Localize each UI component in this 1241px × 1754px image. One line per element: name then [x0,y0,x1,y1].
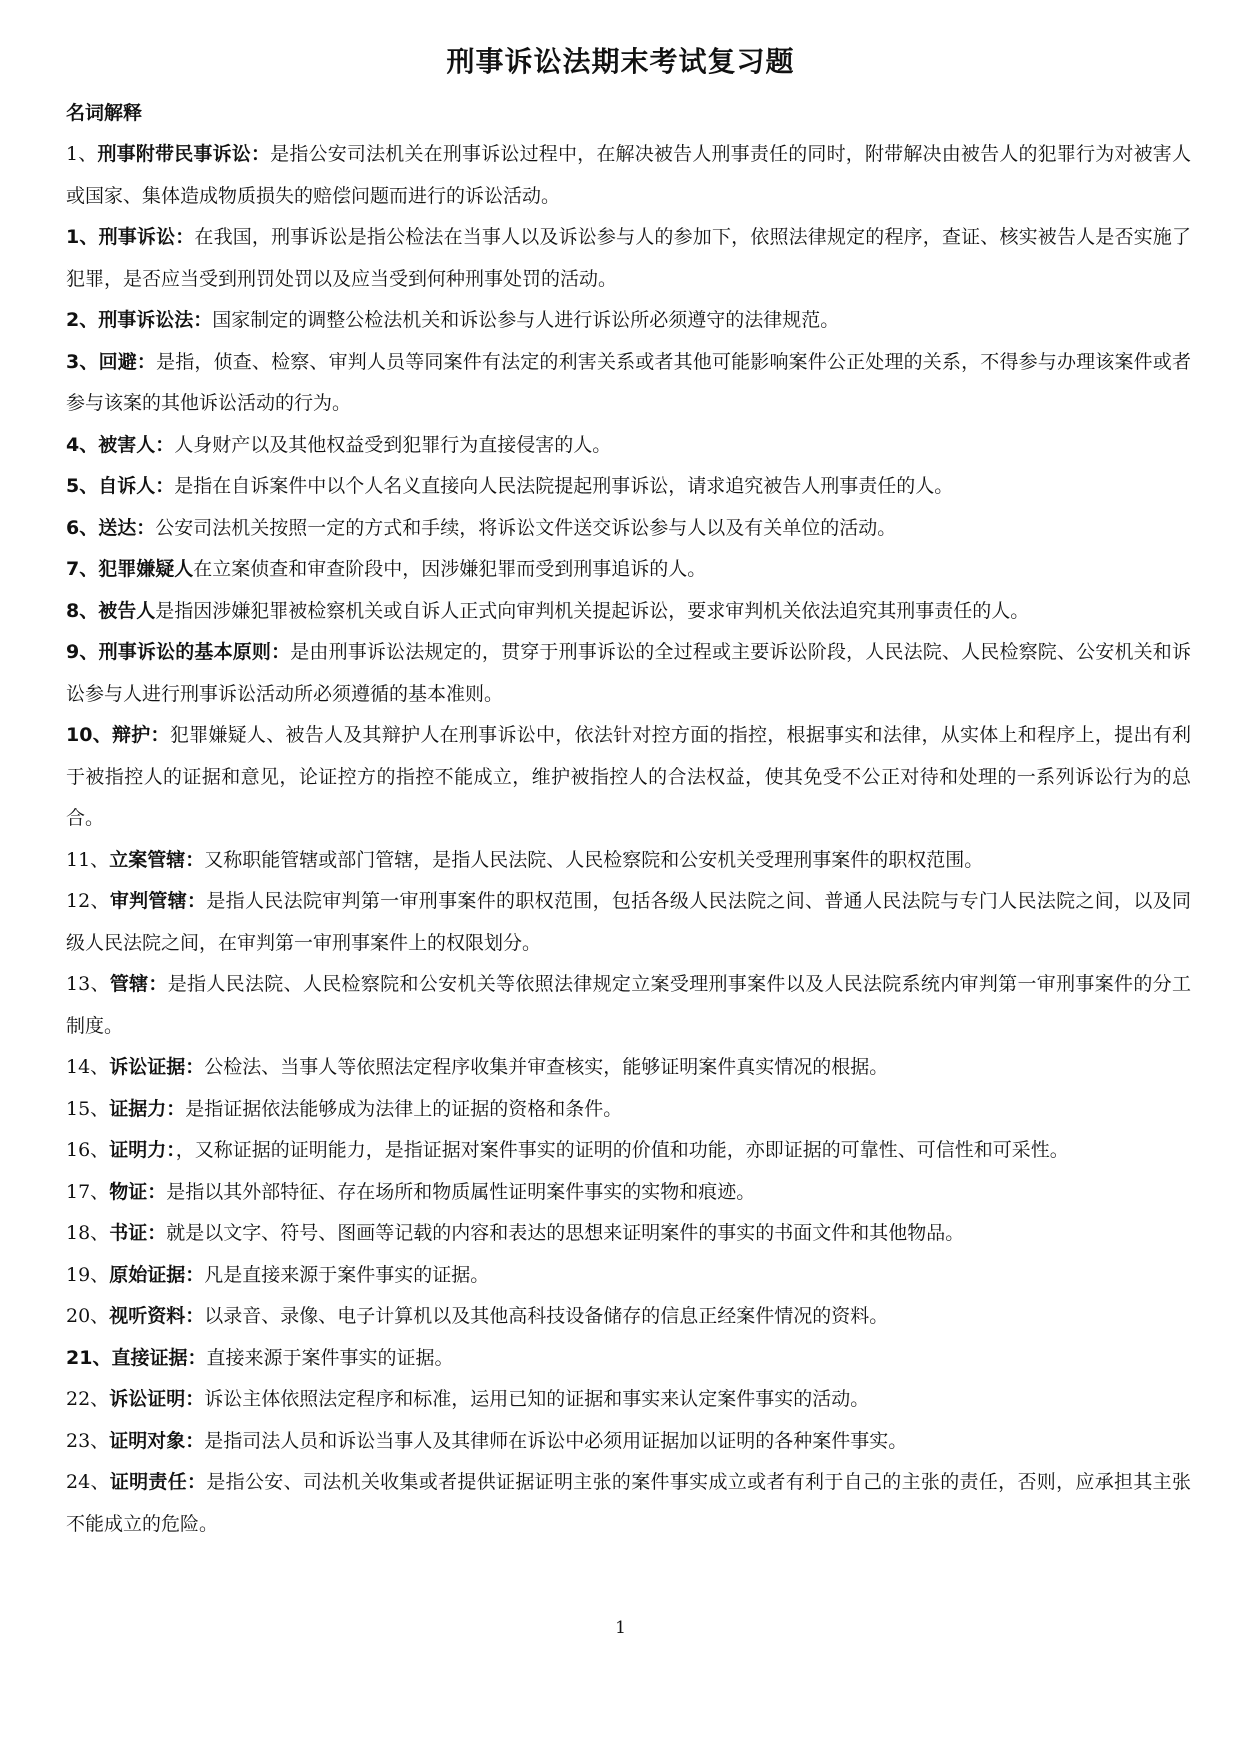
entry-number: 4、 [66,433,99,456]
definition-entry [66,342,1191,425]
entry-number: 7、 [66,558,99,580]
entry-definition: 是指证据依法能够成为法律上的证据的资格和条件。 [185,1097,623,1120]
entry-term: 视听资料： [109,1305,205,1327]
entry-number: 1、 [66,143,98,165]
entry-number: 15、 [66,1097,110,1120]
entry-term: 刑事附带民事诉讼： [97,143,271,165]
page-title: 刑事诉讼法期末考试复习题 [446,45,795,78]
definition-entry [66,1338,1191,1380]
entry-term: 立案管辖： [109,848,205,871]
entry-number: 11、 [66,848,110,871]
section-heading: 名词解释 [66,102,143,124]
entry-definition: 就是以文字、符号、图画等记载的内容和表达的思想来证明案件的事实的书面文件和其他物品。 [166,1222,965,1244]
entry-definition: 公安司法机关按照一定的方式和手续，将诉讼文件送交诉讼参与人以及有关单位的活动。 [155,516,897,539]
definition-list [66,134,1191,1545]
entry-definition: 以录音、录像、电子计算机以及其他高科技设备储存的信息正经案件情况的资料。 [204,1305,889,1327]
entry-definition: 是由刑事诉讼法规定的，贯穿于刑事诉讼的全过程或主要诉讼阶段，人民法院、人民检察院、公安机关和诉讼参与人进行刑事诉讼活动所必须遵循的基本准则。 [66,641,1191,705]
definition-entry [66,300,1191,342]
definition-entry [66,1421,1191,1463]
definition-entry [66,217,1191,300]
entry-term: 刑事诉讼法： [98,309,213,331]
entry-definition: 是指因涉嫌犯罪被检察机关或自诉人正式向审判机关提起诉讼，要求审判机关依法追究其刑事责任的人。 [155,599,1030,622]
entry-term: 审判管辖： [109,890,207,912]
entry-definition: 又称职能管辖或部门管辖，是指人民法院、人民检察院和公安机关受理刑事案件的职权范围。 [204,848,984,871]
entry-term: 刑事诉讼： [98,226,195,248]
entry-term: 证据力： [109,1097,186,1120]
entry-definition: 是指公安司法机关在刑事诉讼过程中，在解决被告人刑事责任的同时，附带解决由被告人的犯罪行为对被害人或国家、集体造成物质损失的赔偿问题而进行的诉讼活动。 [66,143,1191,207]
entry-definition: 诉讼主体依照法定程序和标准，运用已知的证据和事实来认定案件事实的活动。 [204,1388,870,1410]
entry-number: 20、 [66,1305,110,1327]
definition-entry [66,840,1191,882]
definition-entry [66,1296,1191,1338]
entry-number: 18、 [66,1222,110,1244]
definition-entry [66,508,1191,550]
entry-definition: 是指以其外部特征、存在场所和物质属性证明案件事实的实物和痕迹。 [166,1180,756,1203]
entry-term: 被告人 [98,599,156,622]
entry-definition: 是指公安、司法机关收集或者提供证据证明主张的案件事实成立或者有利于自己的主张的责任，否则，应承担其主张不能成立的危险。 [66,1471,1191,1535]
definition-entry [66,1255,1191,1297]
entry-definition: 是指司法人员和诉讼当事人及其律师在诉讼中必须用证据加以证明的各种案件事实。 [204,1429,908,1452]
entry-term: 犯罪嫌疑人 [98,558,194,580]
entry-number: 14、 [66,1056,110,1078]
entry-term: 书证： [109,1222,167,1244]
entry-number: 2、 [66,309,99,331]
entry-definition: 在我国，刑事诉讼是指公检法在当事人以及诉讼参与人的参加下，依照法律规定的程序，查证、核实被告人是否实施了犯罪，是否应当受到刑罚处罚以及应当受到何种刑事处罚的活动。 [66,226,1191,290]
entry-term: 直接证据： [111,1346,207,1369]
entry-number: 9、 [66,641,99,663]
entry-number: 10、 [66,724,112,746]
definition-entry [66,1089,1191,1131]
entry-number: 13、 [66,973,110,995]
entry-term: 刑事诉讼的基本原则： [98,641,291,663]
definition-entry [66,1047,1191,1089]
entry-number: 19、 [66,1263,110,1286]
entry-number: 22、 [66,1388,110,1410]
definition-entry [66,425,1191,467]
definition-entry [66,715,1191,840]
entry-number: 17、 [66,1180,110,1203]
entry-definition: 在立案侦查和审查阶段中，因涉嫌犯罪而受到刑事追诉的人。 [193,558,707,580]
entry-definition: 是指人民法院、人民检察院和公安机关等依照法律规定立案受理刑事案件以及人民法院系统内审判第一审刑事案件的分工制度。 [66,973,1191,1037]
entry-definition: 是指在自诉案件中以个人名义直接向人民法院提起刑事诉讼，请求追究被告人刑事责任的人。 [174,475,954,497]
entry-number: 6、 [66,516,99,539]
definition-entry [66,881,1191,964]
entry-term: 辩护： [112,724,170,746]
definition-entry [66,1213,1191,1255]
entry-term: 原始证据： [109,1263,205,1286]
entry-term: 证明对象： [109,1429,205,1452]
entry-term: 诉讼证据： [109,1056,205,1078]
entry-number: 23、 [66,1429,110,1452]
entry-definition: 国家制定的调整公检法机关和诉讼参与人进行诉讼所必须遵守的法律规范。 [212,309,840,331]
entry-number: 12、 [66,890,110,912]
definition-entry [66,591,1191,633]
entry-number: 21、 [66,1346,112,1369]
definition-entry [66,1130,1191,1172]
definition-entry [66,549,1191,591]
entry-term: 证明力： [109,1139,176,1161]
entry-term: 被害人： [98,433,175,456]
entry-number: 24、 [66,1471,110,1493]
entry-definition: 公检法、当事人等依照法定程序收集并审查核实，能够证明案件真实情况的根据。 [204,1056,889,1078]
entry-definition: ，又称证据的证明能力，是指证据对案件事实的证明的价值和功能，亦即证据的可靠性、可信性和可采性。 [175,1139,1069,1161]
entry-term: 诉讼证明： [109,1388,205,1410]
definition-entry [66,1462,1191,1545]
entry-definition: 直接来源于案件事实的证据。 [206,1346,454,1369]
entry-number: 16、 [66,1139,110,1161]
entry-number: 1、 [66,226,99,248]
entry-term: 管辖： [109,973,168,995]
entry-definition: 犯罪嫌疑人、被告人及其辩护人在刑事诉讼中，依法针对控方面的指控，根据事实和法律，从实体上和程序上，提出有利于被指控人的证据和意见，论证控方的指控不能成立，维护被指控人的合法权益，使其免受不公正对待和处理的一系列诉讼行为的总合。 [66,724,1191,829]
entry-definition: 是指人民法院审判第一审刑事案件的职权范围，包括各级人民法院之间、普通人民法院与专门人民法院之间，以及同级人民法院之间，在审判第一审刑事案件上的权限划分。 [66,890,1191,954]
entry-term: 物证： [109,1180,167,1203]
entry-term: 送达： [98,516,156,539]
entry-number: 5、 [66,475,99,497]
entry-number: 3、 [66,350,99,373]
entry-definition: 是指，侦查、检察、审判人员等同案件有法定的利害关系或者其他可能影响案件公正处理的关系，不得参与办理该案件或者参与该案的其他诉讼活动的行为。 [66,350,1191,414]
definition-entry [66,1172,1191,1214]
entry-definition: 人身财产以及其他权益受到犯罪行为直接侵害的人。 [174,433,612,456]
entry-number: 8、 [66,599,99,622]
definition-entry [66,964,1191,1047]
definition-entry [66,466,1191,508]
page-number: 1 [615,1618,626,1638]
entry-term: 自诉人： [98,475,175,497]
entry-term: 证明责任： [109,1471,207,1493]
definition-entry [66,134,1191,217]
definition-entry [66,632,1191,715]
entry-term: 回避： [98,350,157,373]
entry-definition: 凡是直接来源于案件事实的证据。 [204,1263,490,1286]
definition-entry [66,1379,1191,1421]
